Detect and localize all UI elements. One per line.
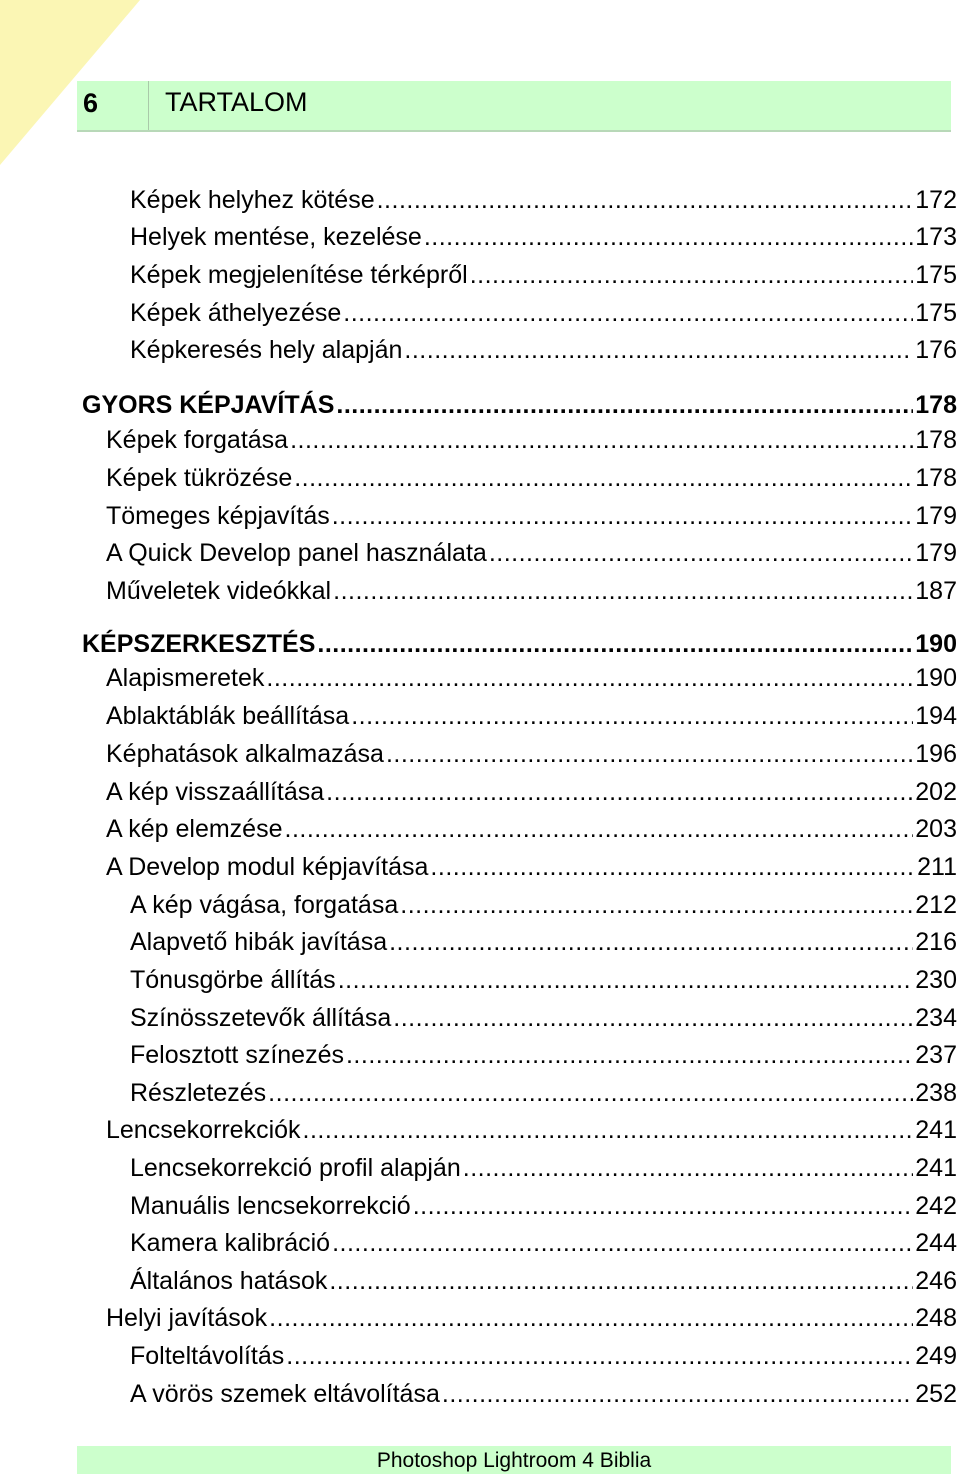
toc-entry-page: 237 — [915, 1041, 957, 1069]
toc-entry-label: Színösszetevők állítása — [130, 1004, 392, 1032]
dot-leader — [269, 1304, 913, 1333]
toc-entry-page: 203 — [915, 815, 957, 843]
toc-entry[interactable] — [130, 1229, 957, 1263]
page-footer: Photoshop Lightroom 4 Biblia — [77, 1446, 951, 1474]
toc-entry-page: 175 — [915, 299, 957, 327]
dot-leader — [336, 391, 913, 420]
dot-leader — [470, 261, 914, 290]
toc-entry-label: KÉPSZERKESZTÉS — [82, 630, 316, 658]
dot-leader — [332, 1229, 913, 1258]
header-divider — [148, 81, 149, 130]
toc-entry-page: 234 — [915, 1004, 957, 1032]
toc-entry-page: 190 — [915, 664, 957, 692]
dot-leader — [351, 702, 913, 731]
dot-leader — [303, 1116, 914, 1145]
dot-leader — [268, 1079, 913, 1108]
toc-entry-label: A Develop modul képjavítása — [106, 853, 429, 881]
toc-entry-page: 249 — [915, 1342, 957, 1370]
toc-entry[interactable] — [106, 815, 957, 849]
toc-entry[interactable] — [130, 891, 957, 925]
toc-entry[interactable] — [130, 336, 957, 370]
toc-entry-label: GYORS KÉPJAVÍTÁS — [82, 391, 335, 419]
toc-entry-page: 179 — [915, 539, 957, 567]
toc-entry-page: 172 — [915, 186, 957, 214]
toc-entry[interactable] — [130, 299, 957, 333]
toc-entry-page: 248 — [915, 1304, 957, 1332]
toc-entry-label: Tömeges képjavítás — [106, 502, 330, 530]
toc-entry-label: Lencsekorrekció profil alapján — [130, 1154, 461, 1182]
dot-leader — [343, 299, 913, 328]
dot-leader — [346, 1041, 913, 1070]
toc-entry-page: 211 — [917, 853, 957, 881]
toc-entry-label: A Quick Develop panel használata — [106, 539, 487, 567]
toc-entry[interactable] — [82, 391, 957, 425]
toc-entry[interactable] — [130, 261, 957, 295]
toc-entry[interactable] — [130, 966, 957, 1000]
toc-entry-label: Tónusgörbe állítás — [130, 966, 336, 994]
dot-leader — [294, 464, 913, 493]
toc-entry[interactable] — [106, 740, 957, 774]
dot-leader — [463, 1154, 914, 1183]
page-title: TARTALOM — [165, 87, 308, 117]
toc-entry-page: 241 — [915, 1154, 957, 1182]
toc-entry-label: A kép vágása, forgatása — [130, 891, 399, 919]
dot-leader — [338, 966, 914, 995]
toc-entry-page: 178 — [915, 391, 957, 419]
page-number: 6 — [83, 88, 99, 118]
dot-leader — [317, 630, 913, 659]
toc-entry-label: Felosztott színezés — [130, 1041, 344, 1069]
toc-entry-label: Képkeresés hely alapján — [130, 336, 403, 364]
toc-entry-page: 194 — [915, 702, 957, 730]
toc-entry-page: 190 — [915, 630, 957, 658]
dot-leader — [329, 1267, 913, 1296]
toc-entry[interactable] — [130, 1004, 957, 1038]
dot-leader — [389, 928, 913, 957]
dot-leader — [430, 853, 915, 882]
toc-entry[interactable] — [106, 1304, 957, 1338]
toc-entry-page: 187 — [915, 577, 957, 605]
dot-leader — [400, 891, 913, 920]
toc-entry-label: A kép visszaállítása — [106, 778, 325, 806]
toc-entry-label: Képhatások alkalmazása — [106, 740, 384, 768]
toc-entry[interactable] — [106, 577, 957, 611]
toc-entry[interactable] — [106, 502, 957, 536]
toc-entry-label: Helyi javítások — [106, 1304, 268, 1332]
toc-entry-label: Műveletek videókkal — [106, 577, 332, 605]
toc-entry-page: 179 — [915, 502, 957, 530]
toc-entry-label: Részletezés — [130, 1079, 267, 1107]
toc-entry[interactable] — [106, 853, 957, 887]
toc-entry-page: 246 — [915, 1267, 957, 1295]
toc-entry[interactable] — [106, 778, 957, 812]
dot-leader — [424, 223, 913, 252]
toc-entry-page: 212 — [915, 891, 957, 919]
toc-entry-label: Manuális lencsekorrekció — [130, 1192, 411, 1220]
toc-entry-label: Folteltávolítás — [130, 1342, 285, 1370]
toc-entry[interactable] — [130, 1192, 957, 1226]
dot-leader — [413, 1192, 914, 1221]
dot-leader — [266, 664, 913, 693]
toc-entry[interactable] — [106, 426, 957, 460]
toc-entry[interactable] — [130, 1342, 957, 1376]
toc-entry[interactable] — [130, 1267, 957, 1301]
toc-entry[interactable] — [130, 1079, 957, 1113]
toc-entry-label: Képek megjelenítése térképről — [130, 261, 468, 289]
toc-entry-label: Képek tükrözése — [106, 464, 293, 492]
toc-entry-page: 173 — [915, 223, 957, 251]
toc-entry-label: Helyek mentése, kezelése — [130, 223, 422, 251]
page-header — [77, 81, 951, 132]
toc-entry-label: Általános hatások — [130, 1267, 328, 1295]
toc-entry-page: 241 — [915, 1116, 957, 1144]
dot-leader — [442, 1380, 913, 1409]
dot-leader — [326, 778, 913, 807]
toc-entry-label: Képek forgatása — [106, 426, 289, 454]
dot-leader — [377, 186, 914, 215]
toc-entry-label: Lencsekorrekciók — [106, 1116, 301, 1144]
dot-leader — [333, 577, 913, 606]
toc-entry[interactable] — [82, 630, 957, 664]
toc-entry-page: 175 — [915, 261, 957, 289]
toc-entry-page: 244 — [915, 1229, 957, 1257]
toc-entry-label: A vörös szemek eltávolítása — [130, 1380, 440, 1408]
toc-entry-page: 242 — [915, 1192, 957, 1220]
toc-entry-page: 202 — [915, 778, 957, 806]
toc-entry-page: 238 — [915, 1079, 957, 1107]
toc-entry-page: 178 — [915, 464, 957, 492]
dot-leader — [286, 1342, 913, 1371]
toc-entry-label: Alapismeretek — [106, 664, 265, 692]
toc-entry-page: 216 — [915, 928, 957, 956]
toc-entry[interactable] — [130, 223, 957, 257]
dot-leader — [285, 815, 914, 844]
toc-entry-page: 252 — [915, 1380, 957, 1408]
toc-entry-page: 230 — [915, 966, 957, 994]
dot-leader — [404, 336, 913, 365]
toc-entry[interactable] — [106, 1116, 957, 1150]
toc-entry-label: A kép elemzése — [106, 815, 283, 843]
dot-leader — [290, 426, 913, 455]
toc-entry-page: 176 — [915, 336, 957, 364]
toc-entry[interactable] — [106, 702, 957, 736]
dot-leader — [332, 502, 914, 531]
toc-entry[interactable] — [130, 928, 957, 962]
toc-entry[interactable] — [130, 1154, 957, 1188]
toc-entry-label: Ablaktáblák beállítása — [106, 702, 350, 730]
toc-entry[interactable] — [106, 539, 957, 573]
toc-entry-label: Képek áthelyezése — [130, 299, 342, 327]
dot-leader — [393, 1004, 913, 1033]
dot-leader — [386, 740, 913, 769]
toc-entry[interactable] — [106, 664, 957, 698]
toc-entry[interactable] — [130, 186, 957, 220]
toc-entry[interactable] — [130, 1041, 957, 1075]
dot-leader — [489, 539, 913, 568]
toc-entry-label: Képek helyhez kötése — [130, 186, 375, 214]
toc-entry-page: 178 — [915, 426, 957, 454]
toc-entry-label: Alapvető hibák javítása — [130, 928, 388, 956]
toc-entry[interactable] — [130, 1380, 957, 1414]
toc-entry-label: Kamera kalibráció — [130, 1229, 331, 1257]
toc-entry-page: 196 — [915, 740, 957, 768]
toc-entry[interactable] — [106, 464, 957, 498]
